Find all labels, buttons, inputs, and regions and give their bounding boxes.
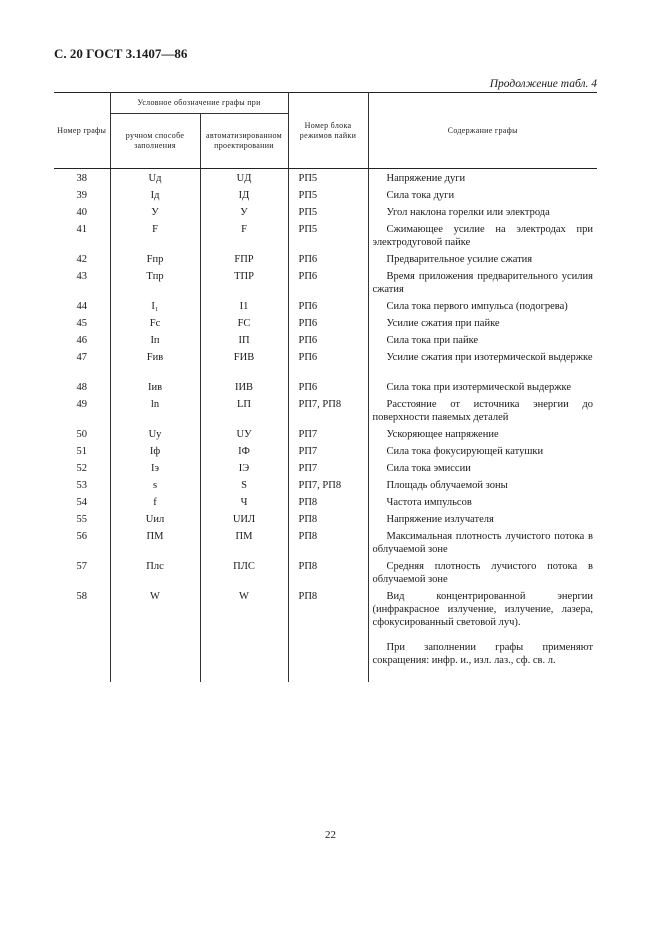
row-number: 43	[54, 267, 110, 297]
table-row	[54, 493, 597, 510]
row-number: 58	[54, 587, 110, 635]
table-row	[54, 510, 597, 527]
row-description: Предварительное усилие сжатия	[368, 250, 597, 267]
table-body	[54, 169, 597, 683]
row-manual-code: I₁	[110, 297, 200, 314]
table-row	[54, 557, 597, 587]
row-auto-code: TПР	[200, 267, 288, 297]
row-number: 56	[54, 527, 110, 557]
row-manual-code: s	[110, 476, 200, 493]
row-description: Максимальная плотность лучистого потока в облучаемой зоне	[368, 527, 597, 557]
row-auto-code: I1	[200, 297, 288, 314]
row-number: 45	[54, 314, 110, 331]
row-manual-code: У	[110, 203, 200, 220]
row-auto-code: IД	[200, 186, 288, 203]
table-row	[54, 459, 597, 476]
row-description: Расстояние от источника энергии до поверхности паяемых деталей	[368, 395, 597, 425]
table-row	[54, 587, 597, 635]
row-manual-code: Плс	[110, 557, 200, 587]
row-block-number: РП5	[288, 186, 368, 203]
row-manual-code: Fc	[110, 314, 200, 331]
row-auto-code: У	[200, 203, 288, 220]
row-auto-code: UУ	[200, 425, 288, 442]
row-number: 51	[54, 442, 110, 459]
table-row	[54, 348, 597, 378]
row-number: 38	[54, 169, 110, 187]
row-number: 48	[54, 378, 110, 395]
row-auto-code: LП	[200, 395, 288, 425]
row-description: Угол наклона горелки или электрода	[368, 203, 597, 220]
row-number: 49	[54, 395, 110, 425]
row-number: 52	[54, 459, 110, 476]
row-description: Сила тока при пайке	[368, 331, 597, 348]
row-auto-code: ПМ	[200, 527, 288, 557]
row-description: Сила тока первого импульса (подогрева)	[368, 297, 597, 314]
row-description: Напряжение излучателя	[368, 510, 597, 527]
row-block-number: РП6	[288, 250, 368, 267]
row-description: Сила тока фокусирующей катушки	[368, 442, 597, 459]
row-description: Сила тока при изотермической выдержке	[368, 378, 597, 395]
row-block-number: РП7	[288, 425, 368, 442]
row-block-number: РП5	[288, 203, 368, 220]
table-continuation-label: Продолжение табл. 4	[489, 78, 597, 90]
row-number: 47	[54, 348, 110, 378]
table-row	[54, 250, 597, 267]
row-manual-code: Uил	[110, 510, 200, 527]
row-block-number: РП6	[288, 267, 368, 297]
row-number: 40	[54, 203, 110, 220]
row-number: 41	[54, 220, 110, 250]
empty-cell	[200, 635, 288, 682]
empty-cell	[54, 635, 110, 682]
row-auto-code: IП	[200, 331, 288, 348]
row-number: 57	[54, 557, 110, 587]
row-description: Ускоряющее напряжение	[368, 425, 597, 442]
page-header: С. 20 ГОСТ 3.1407—86	[54, 46, 188, 61]
table-note: При заполнении графы применяют сокращения: инфр. и., изл. лаз., сф. св. л.	[368, 635, 597, 682]
table-row	[54, 331, 597, 348]
header-auto: автоматизированном проектировании	[200, 114, 288, 169]
table-row	[54, 186, 597, 203]
row-block-number: РП7, РП8	[288, 476, 368, 493]
row-block-number: РП7, РП8	[288, 395, 368, 425]
row-auto-code: FИВ	[200, 348, 288, 378]
row-auto-code: F	[200, 220, 288, 250]
row-description: Сила тока эмиссии	[368, 459, 597, 476]
row-description: Средняя плотность лучистого потока в облучаемой зоне	[368, 557, 597, 587]
row-manual-code: F	[110, 220, 200, 250]
table-row	[54, 395, 597, 425]
row-auto-code: FC	[200, 314, 288, 331]
row-auto-code: Ч	[200, 493, 288, 510]
row-manual-code: Iив	[110, 378, 200, 395]
row-description: Усилие сжатия при пайке	[368, 314, 597, 331]
row-block-number: РП7	[288, 459, 368, 476]
specification-table	[54, 92, 597, 682]
row-description: Частота импульсов	[368, 493, 597, 510]
row-manual-code: ПМ	[110, 527, 200, 557]
row-block-number: РП8	[288, 493, 368, 510]
row-block-number: РП5	[288, 220, 368, 250]
row-number: 42	[54, 250, 110, 267]
table-row	[54, 425, 597, 442]
row-manual-code: Fив	[110, 348, 200, 378]
row-manual-code: Fпр	[110, 250, 200, 267]
header-number: Номер графы	[54, 93, 110, 169]
table-row	[54, 220, 597, 250]
row-number: 54	[54, 493, 110, 510]
row-description: Напряжение дуги	[368, 169, 597, 187]
row-block-number: РП6	[288, 314, 368, 331]
row-auto-code: FПР	[200, 250, 288, 267]
row-auto-code: W	[200, 587, 288, 635]
table-note-row	[54, 635, 597, 682]
row-manual-code: Uд	[110, 169, 200, 187]
row-manual-code: Iд	[110, 186, 200, 203]
table-row	[54, 476, 597, 493]
empty-cell	[288, 635, 368, 682]
table-row	[54, 169, 597, 187]
table-row	[54, 267, 597, 297]
row-number: 55	[54, 510, 110, 527]
row-number: 50	[54, 425, 110, 442]
table-row	[54, 527, 597, 557]
row-manual-code: ln	[110, 395, 200, 425]
row-description: Площадь облучаемой зоны	[368, 476, 597, 493]
row-manual-code: W	[110, 587, 200, 635]
row-block-number: РП8	[288, 527, 368, 557]
header-content: Содержание графы	[368, 93, 597, 169]
row-block-number: РП5	[288, 169, 368, 187]
row-number: 46	[54, 331, 110, 348]
table-row	[54, 314, 597, 331]
row-block-number: РП8	[288, 587, 368, 635]
header-block-number: Номер блока режимов пайки	[288, 93, 368, 169]
row-manual-code: Iп	[110, 331, 200, 348]
row-block-number: РП6	[288, 378, 368, 395]
row-block-number: РП7	[288, 442, 368, 459]
table-row	[54, 203, 597, 220]
row-number: 44	[54, 297, 110, 314]
row-description: Вид концентрированной энергии (инфракрасное излучение, излучение, лазера, сфокусированный световой луч).	[368, 587, 597, 635]
row-manual-code: f	[110, 493, 200, 510]
header-designation-group: Условное обозначение графы при	[110, 93, 288, 114]
row-auto-code: S	[200, 476, 288, 493]
row-auto-code: IФ	[200, 442, 288, 459]
row-auto-code: ПЛС	[200, 557, 288, 587]
table-row	[54, 297, 597, 314]
row-description: Время приложения предварительного усилия сжатия	[368, 267, 597, 297]
row-description: Сжимающее усилие на электродах при электродуговой пайке	[368, 220, 597, 250]
row-number: 53	[54, 476, 110, 493]
row-manual-code: Tпр	[110, 267, 200, 297]
row-block-number: РП6	[288, 331, 368, 348]
row-number: 39	[54, 186, 110, 203]
row-manual-code: Iэ	[110, 459, 200, 476]
row-description: Сила тока дуги	[368, 186, 597, 203]
table-row	[54, 378, 597, 395]
row-auto-code: IИВ	[200, 378, 288, 395]
row-manual-code: Iф	[110, 442, 200, 459]
row-manual-code: Uу	[110, 425, 200, 442]
empty-cell	[110, 635, 200, 682]
row-block-number: РП8	[288, 557, 368, 587]
row-block-number: РП8	[288, 510, 368, 527]
row-description: Усилие сжатия при изотермической выдержке	[368, 348, 597, 378]
row-auto-code: UИЛ	[200, 510, 288, 527]
row-auto-code: UД	[200, 169, 288, 187]
table-row	[54, 442, 597, 459]
header-manual: ручном способе заполнения	[110, 114, 200, 169]
page-number: 22	[325, 829, 336, 841]
row-block-number: РП6	[288, 297, 368, 314]
row-block-number: РП6	[288, 348, 368, 378]
row-auto-code: IЭ	[200, 459, 288, 476]
